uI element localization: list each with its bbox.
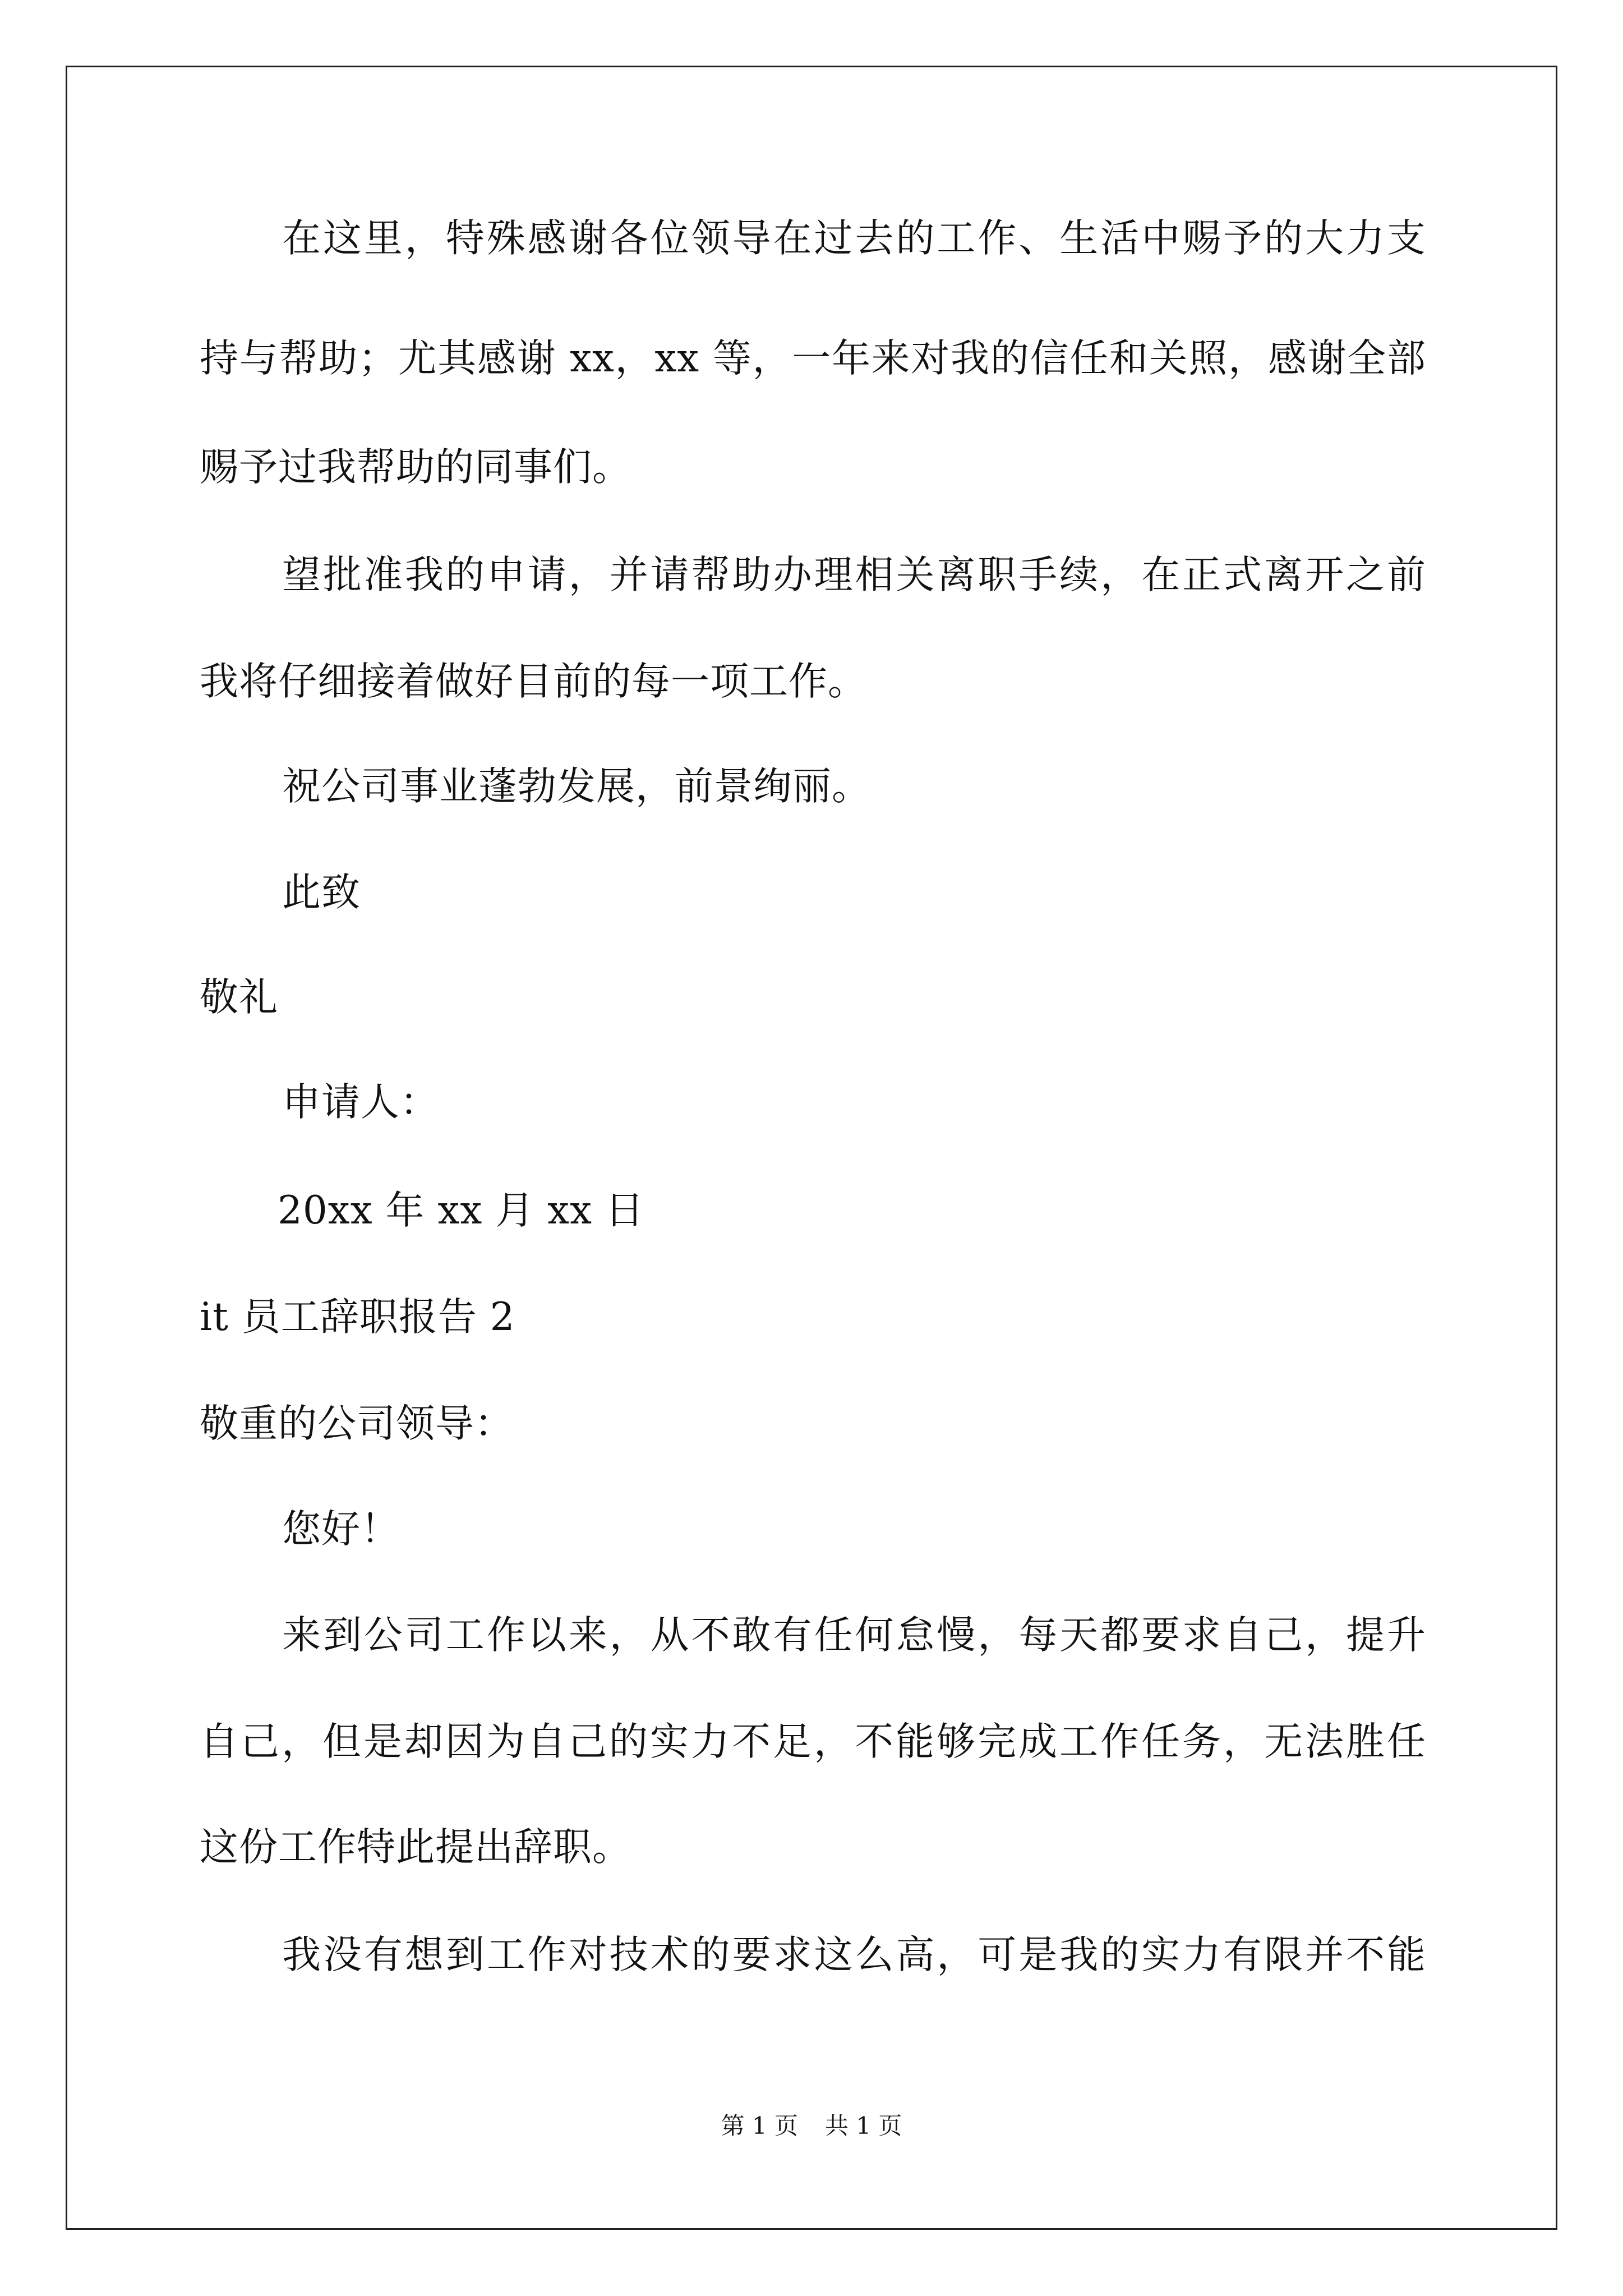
page-total: 共 1 页 (825, 2112, 902, 2139)
paragraph-line: 我没有想到工作对技术的要求这么高，可是我的实力有限并不能 (282, 1932, 1426, 1977)
paragraph-line: 持与帮助；尤其感谢 xx，xx 等，一年来对我的信任和关照，感谢全部 (200, 336, 1426, 381)
page-footer (0, 2109, 1623, 2143)
paragraph-line: 我将仔细接着做好目前的每一项工作。 (200, 659, 867, 704)
closing-salute: 敬礼 (200, 975, 278, 1020)
paragraph-line: 在这里，特殊感谢各位领导在过去的工作、生活中赐予的大力支 (282, 216, 1426, 261)
salutation: 敬重的公司领导： (200, 1401, 514, 1446)
paragraph-line: 望批准我的申请，并请帮助办理相关离职手续，在正式离开之前 (282, 553, 1426, 597)
paragraph-line: 来到公司工作以来，从不敢有任何怠慢，每天都要求自己，提升 (282, 1613, 1426, 1658)
page-border (66, 66, 1557, 2230)
applicant-label: 申请人： (282, 1080, 439, 1125)
section-heading: it 员工辞职报告 2 (200, 1295, 515, 1340)
paragraph-line: 祝公司事业蓬勃发展，前景绚丽。 (282, 764, 871, 809)
closing-phrase: 此致 (282, 870, 361, 915)
paragraph-line: 这份工作特此提出辞职。 (200, 1825, 631, 1870)
greeting: 您好！ (282, 1507, 400, 1552)
page-number: 第 1 页 (721, 2112, 798, 2139)
paragraph-line: 赐予过我帮助的同事们。 (200, 445, 631, 490)
date-line: 20xx 年 xx 月 xx 日 (278, 1188, 644, 1233)
paragraph-line: 自己，但是却因为自己的实力不足，不能够完成工作任务，无法胜任 (200, 1719, 1426, 1764)
